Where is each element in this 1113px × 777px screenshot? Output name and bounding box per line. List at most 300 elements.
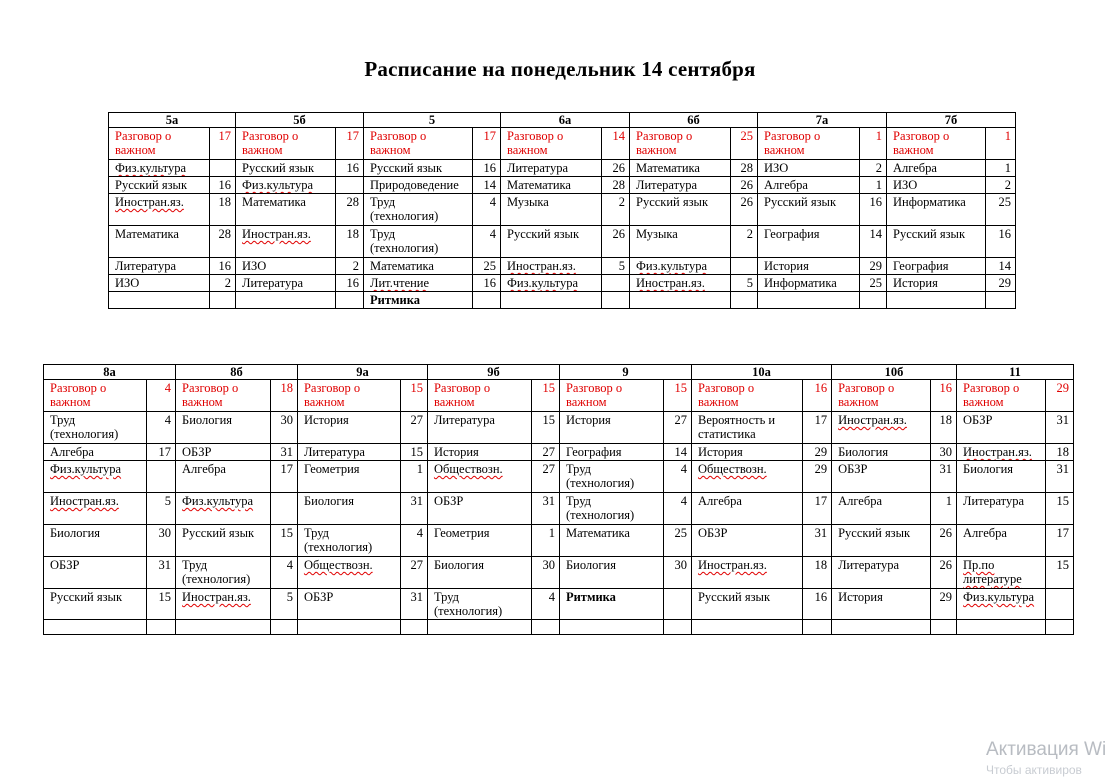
- subject-cell: [691, 620, 802, 635]
- room-number: 15: [270, 525, 297, 557]
- subject-name: ИЗО: [242, 259, 267, 273]
- room-number: 4: [473, 194, 501, 226]
- room-number: 1: [986, 128, 1016, 160]
- room-number: 28: [602, 177, 630, 194]
- subject-cell: [297, 444, 400, 461]
- subject-cell: [297, 380, 400, 412]
- subject-cell: [236, 160, 336, 177]
- room-number: 4: [663, 493, 691, 525]
- subject-cell: [109, 275, 210, 292]
- room-number: 1: [531, 525, 559, 557]
- subject-cell: [44, 461, 147, 493]
- class-header: 5: [364, 113, 501, 128]
- subject-cell: [832, 461, 931, 493]
- subject-cell: [887, 160, 986, 177]
- room-number: 31: [400, 493, 427, 525]
- class-header: 9: [559, 365, 691, 380]
- subject-cell: [427, 557, 531, 589]
- subject-cell: [364, 226, 473, 258]
- subject-cell: [176, 620, 271, 635]
- subject-cell: [176, 380, 271, 412]
- subject-cell: [44, 620, 147, 635]
- subject-name: Геометрия: [433, 526, 490, 540]
- class-header: 7а: [758, 113, 887, 128]
- subject-cell: [109, 194, 210, 226]
- subject-name: Разговор о важном: [507, 129, 564, 157]
- lesson-row: [109, 258, 1016, 275]
- room-number: 31: [1045, 461, 1073, 493]
- subject-name: Физ.культура: [242, 178, 314, 192]
- room-number: 1: [930, 493, 956, 525]
- subject-name: Обществозн.: [697, 462, 767, 476]
- subject-name: Разговор о важном: [963, 381, 1020, 409]
- subject-cell: [236, 292, 336, 309]
- subject-name: Иностран.яз.: [636, 276, 705, 290]
- subject-name: Русский язык: [697, 590, 771, 604]
- room-number: 18: [336, 226, 364, 258]
- room-number: [473, 292, 501, 309]
- room-number: 15: [146, 589, 175, 620]
- subject-cell: [176, 493, 271, 525]
- room-number: 18: [270, 380, 297, 412]
- subject-name: Русский язык: [838, 526, 911, 540]
- subject-name: Ритмика: [370, 293, 420, 307]
- room-number: 29: [986, 275, 1016, 292]
- room-number: 16: [336, 275, 364, 292]
- room-number: 15: [531, 380, 559, 412]
- room-number: 30: [270, 412, 297, 444]
- room-number: [336, 292, 364, 309]
- subject-cell: [559, 620, 663, 635]
- room-number: 26: [602, 226, 630, 258]
- subject-name: Физ.культура: [50, 462, 122, 476]
- subject-name: Иностран.яз.: [507, 259, 576, 273]
- subject-cell: [501, 128, 602, 160]
- room-number: 28: [731, 160, 758, 177]
- subject-cell: [758, 128, 860, 160]
- subject-cell: [364, 160, 473, 177]
- subject-cell: [501, 194, 602, 226]
- room-number: 16: [802, 589, 831, 620]
- subject-name: География: [565, 445, 622, 459]
- room-number: 17: [146, 444, 175, 461]
- subject-name: Труд (технология): [565, 462, 635, 490]
- lesson-row: [44, 444, 1074, 461]
- room-number: 17: [802, 493, 831, 525]
- subject-cell: [832, 412, 931, 444]
- subject-name: Разговор о важном: [115, 129, 172, 157]
- subject-name: ИЗО: [764, 161, 789, 175]
- subject-cell: [691, 461, 802, 493]
- subject-cell: [887, 292, 986, 309]
- subject-name: История: [838, 590, 883, 604]
- room-number: 31: [270, 444, 297, 461]
- subject-name: Алгебра: [838, 494, 882, 508]
- room-number: 29: [860, 258, 887, 275]
- activation-watermark: Активация Wi: [986, 739, 1107, 760]
- subject-cell: [630, 194, 731, 226]
- room-number: 4: [473, 226, 501, 258]
- subject-cell: [559, 557, 663, 589]
- subject-cell: [44, 444, 147, 461]
- room-number: 27: [400, 412, 427, 444]
- subject-name: Физ.культура: [636, 259, 708, 273]
- subject-cell: [758, 226, 860, 258]
- subject-cell: [887, 258, 986, 275]
- subject-cell: [427, 380, 531, 412]
- room-number: [663, 589, 691, 620]
- room-number: 31: [146, 557, 175, 589]
- room-number: 31: [400, 589, 427, 620]
- subject-name: Литература: [838, 558, 900, 572]
- subject-cell: [559, 589, 663, 620]
- subject-name: Труд (технология): [303, 526, 373, 554]
- room-number: 30: [663, 557, 691, 589]
- lesson-row: [44, 461, 1074, 493]
- subject-cell: [559, 380, 663, 412]
- subject-cell: [559, 412, 663, 444]
- subject-name: ОБЗР: [963, 413, 993, 427]
- subject-cell: [109, 226, 210, 258]
- subject-name: ОБЗР: [697, 526, 728, 540]
- subject-name: История: [565, 413, 611, 427]
- subject-cell: [758, 258, 860, 275]
- subject-cell: [44, 412, 147, 444]
- subject-name: Разговор о важном: [433, 381, 491, 409]
- page-title: Расписание на понедельник 14 сентября: [364, 57, 756, 81]
- subject-name: История: [764, 259, 809, 273]
- room-number: [802, 620, 831, 635]
- subject-cell: [109, 258, 210, 275]
- subject-cell: [427, 444, 531, 461]
- subject-name: Музыка: [507, 195, 549, 209]
- room-number: 15: [663, 380, 691, 412]
- room-number: 18: [210, 194, 236, 226]
- subject-name: ОБЗР: [50, 558, 80, 572]
- subject-cell: [691, 589, 802, 620]
- class-header: 10а: [691, 365, 831, 380]
- lesson-row: [44, 493, 1074, 525]
- room-number: 17: [336, 128, 364, 160]
- room-number: 26: [731, 194, 758, 226]
- subject-cell: [758, 275, 860, 292]
- class-header-row: [44, 365, 1074, 380]
- class-header: 6а: [501, 113, 630, 128]
- room-number: 16: [336, 160, 364, 177]
- lesson-row: [109, 226, 1016, 258]
- room-number: 18: [802, 557, 831, 589]
- subject-name: Литература: [242, 276, 303, 290]
- room-number: 16: [473, 275, 501, 292]
- room-number: 16: [210, 177, 236, 194]
- room-number: 27: [663, 412, 691, 444]
- room-number: 4: [146, 412, 175, 444]
- subject-cell: [630, 292, 731, 309]
- subject-name: Биология: [50, 526, 101, 540]
- subject-name: Алгебра: [893, 161, 937, 175]
- subject-cell: [236, 226, 336, 258]
- subject-cell: [427, 412, 531, 444]
- class-header: 5а: [109, 113, 236, 128]
- class-header: 11: [957, 365, 1074, 380]
- subject-cell: [691, 557, 802, 589]
- subject-cell: [559, 444, 663, 461]
- room-number: 14: [860, 226, 887, 258]
- room-number: 29: [930, 589, 956, 620]
- subject-cell: [364, 258, 473, 275]
- subject-name: Разговор о важном: [565, 381, 623, 409]
- subject-cell: [832, 525, 931, 557]
- subject-cell: [630, 177, 731, 194]
- subject-cell: [957, 380, 1046, 412]
- room-number: 17: [270, 461, 297, 493]
- subject-cell: [559, 461, 663, 493]
- room-number: [270, 620, 297, 635]
- room-number: 4: [146, 380, 175, 412]
- room-number: [210, 160, 236, 177]
- subject-cell: [364, 275, 473, 292]
- subject-cell: [427, 461, 531, 493]
- room-number: 25: [663, 525, 691, 557]
- room-number: 29: [802, 461, 831, 493]
- subject-name: Иностран.яз.: [963, 445, 1032, 459]
- subject-name: Вероятность и статистика: [697, 413, 776, 441]
- room-number: [400, 620, 427, 635]
- room-number: 5: [146, 493, 175, 525]
- subject-cell: [957, 620, 1046, 635]
- subject-cell: [297, 620, 400, 635]
- subject-name: Литература: [433, 413, 495, 427]
- subject-cell: [297, 493, 400, 525]
- subject-cell: [176, 412, 271, 444]
- room-number: 2: [860, 160, 887, 177]
- room-number: 15: [531, 412, 559, 444]
- subject-name: ОБЗР: [303, 590, 334, 604]
- subject-cell: [957, 525, 1046, 557]
- subject-cell: [109, 128, 210, 160]
- subject-name: Иностран.яз.: [182, 590, 251, 604]
- room-number: 17: [473, 128, 501, 160]
- subject-name: География: [764, 227, 820, 241]
- subject-cell: [832, 493, 931, 525]
- lesson-row: [44, 380, 1074, 412]
- room-number: 27: [531, 461, 559, 493]
- subject-name: ОБЗР: [838, 462, 868, 476]
- subject-cell: [501, 275, 602, 292]
- subject-name: Алгебра: [182, 462, 226, 476]
- subject-name: Литература: [636, 178, 697, 192]
- room-number: 15: [400, 380, 427, 412]
- subject-name: Труд (технология): [433, 590, 503, 618]
- room-number: 26: [930, 557, 956, 589]
- subject-cell: [832, 620, 931, 635]
- subject-cell: [957, 589, 1046, 620]
- subject-cell: [501, 177, 602, 194]
- subject-cell: [44, 525, 147, 557]
- room-number: 27: [400, 557, 427, 589]
- room-number: 17: [1045, 525, 1073, 557]
- subject-cell: [176, 557, 271, 589]
- activation-watermark-subtext: Чтобы активиров: [986, 763, 1082, 777]
- subject-cell: [630, 275, 731, 292]
- subject-name: ИЗО: [893, 178, 918, 192]
- subject-name: Литература: [507, 161, 568, 175]
- room-number: 1: [860, 177, 887, 194]
- lesson-row: [44, 557, 1074, 589]
- subject-name: Математика: [636, 161, 700, 175]
- subject-name: Разговор о важном: [764, 129, 821, 157]
- subject-name: Пр.по литературе: [963, 558, 1022, 586]
- room-number: 4: [531, 589, 559, 620]
- subject-cell: [44, 589, 147, 620]
- subject-name: Алгебра: [764, 178, 808, 192]
- room-number: 16: [930, 380, 956, 412]
- subject-name: Литература: [963, 494, 1025, 508]
- room-number: 2: [986, 177, 1016, 194]
- class-header: 10б: [832, 365, 957, 380]
- lesson-row: [109, 194, 1016, 226]
- subject-name: Разговор о важном: [636, 129, 693, 157]
- room-number: 25: [986, 194, 1016, 226]
- room-number: 25: [860, 275, 887, 292]
- room-number: 28: [210, 226, 236, 258]
- subject-cell: [176, 461, 271, 493]
- room-number: 14: [663, 444, 691, 461]
- subject-name: Разговор о важном: [697, 381, 755, 409]
- room-number: 5: [731, 275, 758, 292]
- subject-name: Русский язык: [893, 227, 966, 241]
- room-number: 16: [986, 226, 1016, 258]
- lesson-row: [109, 128, 1016, 160]
- subject-cell: [427, 493, 531, 525]
- subject-name: Иностран.яз.: [697, 558, 767, 572]
- room-number: 5: [270, 589, 297, 620]
- subject-cell: [364, 194, 473, 226]
- class-header: 8б: [176, 365, 298, 380]
- subject-cell: [758, 160, 860, 177]
- subject-name: Русский язык: [50, 590, 123, 604]
- lesson-row: [44, 620, 1074, 635]
- subject-name: Труд (технология): [370, 195, 439, 223]
- class-header: 6б: [630, 113, 758, 128]
- subject-name: Обществозн.: [303, 558, 373, 572]
- room-number: 15: [1045, 493, 1073, 525]
- subject-name: Математика: [507, 178, 571, 192]
- room-number: 18: [1045, 444, 1073, 461]
- room-number: [731, 292, 758, 309]
- subject-name: История: [303, 413, 349, 427]
- subject-name: Русский язык: [370, 161, 443, 175]
- subject-name: Труд (технология): [565, 494, 635, 522]
- subject-name: Лит.чтение: [370, 276, 430, 290]
- subject-name: Русский язык: [115, 178, 188, 192]
- room-number: 1: [860, 128, 887, 160]
- subject-cell: [297, 589, 400, 620]
- subject-name: ИЗО: [115, 276, 140, 290]
- room-number: 16: [473, 160, 501, 177]
- room-number: 26: [602, 160, 630, 177]
- subject-cell: [109, 292, 210, 309]
- subject-name: Математика: [370, 259, 434, 273]
- subject-cell: [957, 444, 1046, 461]
- subject-cell: [832, 557, 931, 589]
- subject-name: Природоведение: [370, 178, 459, 192]
- room-number: [930, 620, 956, 635]
- subject-name: Разговор о важном: [893, 129, 950, 157]
- subject-name: Биология: [303, 494, 354, 508]
- room-number: 28: [336, 194, 364, 226]
- subject-cell: [427, 525, 531, 557]
- subject-cell: [236, 275, 336, 292]
- subject-cell: [236, 258, 336, 275]
- lesson-row: [109, 160, 1016, 177]
- subject-name: ОБЗР: [182, 445, 212, 459]
- subject-cell: [176, 589, 271, 620]
- room-number: 16: [210, 258, 236, 275]
- room-number: 5: [602, 258, 630, 275]
- room-number: [146, 461, 175, 493]
- subject-name: Биология: [433, 558, 484, 572]
- subject-name: Информатика: [893, 195, 966, 209]
- room-number: 25: [473, 258, 501, 275]
- subject-cell: [832, 589, 931, 620]
- room-number: [270, 493, 297, 525]
- subject-cell: [832, 444, 931, 461]
- room-number: 30: [146, 525, 175, 557]
- subject-cell: [297, 412, 400, 444]
- subject-name: Разговор о важном: [303, 381, 361, 409]
- subject-cell: [957, 461, 1046, 493]
- room-number: [531, 620, 559, 635]
- subject-name: Иностран.яз.: [50, 494, 119, 508]
- room-number: 16: [802, 380, 831, 412]
- subject-cell: [887, 226, 986, 258]
- subject-cell: [44, 380, 147, 412]
- room-number: 16: [860, 194, 887, 226]
- room-number: 2: [602, 194, 630, 226]
- subject-cell: [236, 128, 336, 160]
- subject-cell: [364, 177, 473, 194]
- subject-cell: [427, 620, 531, 635]
- room-number: 14: [473, 177, 501, 194]
- subject-name: Иностран.яз.: [115, 195, 184, 209]
- subject-name: Математика: [565, 526, 630, 540]
- subject-cell: [691, 444, 802, 461]
- subject-cell: [559, 525, 663, 557]
- subject-cell: [887, 128, 986, 160]
- subject-name: География: [893, 259, 949, 273]
- subject-name: Разговор о важном: [242, 129, 299, 157]
- subject-name: Физ.культура: [182, 494, 254, 508]
- subject-name: Обществозн.: [433, 462, 503, 476]
- room-number: 2: [336, 258, 364, 275]
- subject-name: Русский язык: [242, 161, 315, 175]
- subject-cell: [691, 493, 802, 525]
- subject-cell: [957, 557, 1046, 589]
- subject-name: Разговор о важном: [838, 381, 895, 409]
- subject-cell: [44, 493, 147, 525]
- subject-cell: [630, 128, 731, 160]
- subject-cell: [832, 380, 931, 412]
- room-number: 31: [802, 525, 831, 557]
- room-number: 15: [1045, 557, 1073, 589]
- room-number: 15: [400, 444, 427, 461]
- subject-name: Биология: [182, 413, 233, 427]
- schedule-table-8-11: [43, 364, 1074, 635]
- subject-name: Литература: [303, 445, 365, 459]
- subject-cell: [109, 177, 210, 194]
- class-header: 8а: [44, 365, 176, 380]
